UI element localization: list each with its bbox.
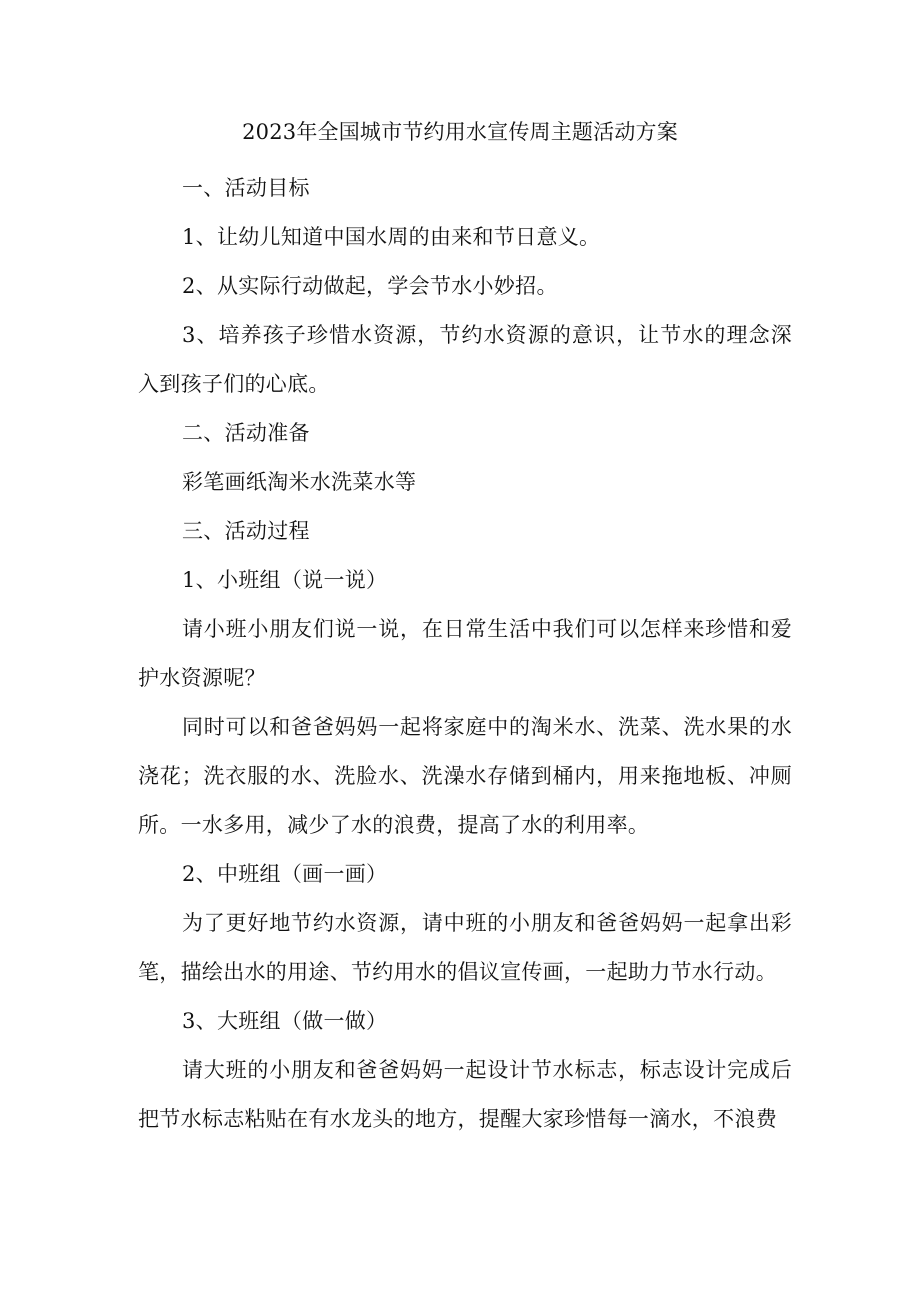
middle-class-paragraph: 为了更好地节约水资源，请中班的小朋友和爸爸妈妈一起拿出彩笔，描绘出水的用途、节约用水的倡议宣传画，一起助力节水行动。 [138, 911, 792, 984]
heading-activity-goals: 一、活动目标 [182, 176, 310, 200]
process-middle-class-heading: 2、中班组（画一画） [182, 862, 388, 886]
goal-item-2: 2、从实际行动做起，学会节水小妙招。 [182, 274, 558, 298]
document-title: 2023年全国城市节约用水宣传周主题活动方案 [242, 120, 678, 144]
document-body [138, 164, 792, 1144]
small-class-paragraph-1: 请小班小朋友们说一说，在日常生活中我们可以怎样来珍惜和爱护水资源呢？ [138, 617, 792, 690]
process-large-class-heading: 3、大班组（做一做） [182, 1009, 388, 1033]
large-class-paragraph: 请大班的小朋友和爸爸妈妈一起设计节水标志，标志设计完成后把节水标志粘贴在有水龙头的地方，提醒大家珍惜每一滴水，不浪费 [138, 1058, 792, 1131]
process-small-class-heading: 1、小班组（说一说） [182, 568, 388, 592]
preparation-materials: 彩笔画纸淘米水洗菜水等 [182, 470, 417, 494]
goal-item-3: 3、培养孩子珍惜水资源，节约水资源的意识，让节水的理念深入到孩子们的心底。 [138, 323, 792, 396]
small-class-paragraph-2: 同时可以和爸爸妈妈一起将家庭中的淘米水、洗菜、洗水果的水浇花；洗衣服的水、洗脸水、洗澡水存储到桶内，用来拖地板、冲厕所。一水多用，减少了水的浪费，提高了水的利用率。 [138, 715, 792, 837]
goal-item-1: 1、让幼儿知道中国水周的由来和节日意义。 [182, 225, 601, 249]
heading-activity-process: 三、活动过程 [182, 519, 310, 543]
heading-activity-preparation: 二、活动准备 [182, 421, 310, 445]
